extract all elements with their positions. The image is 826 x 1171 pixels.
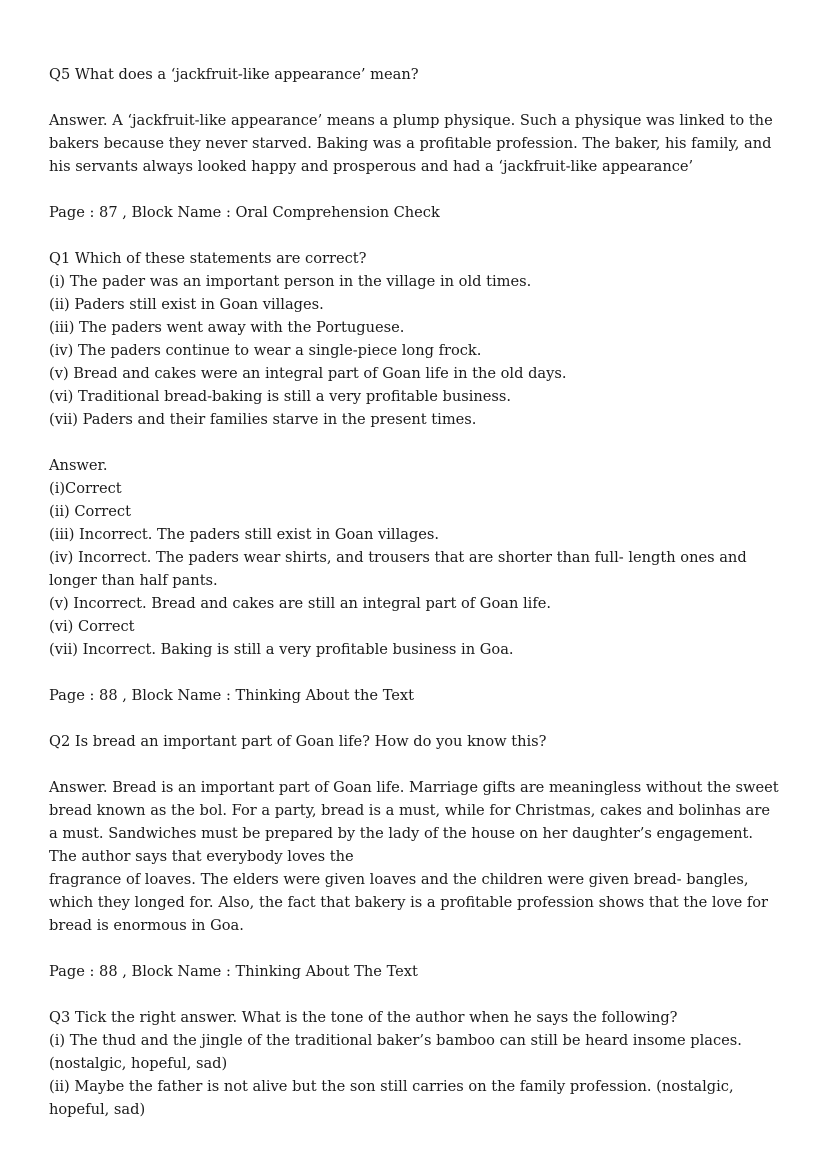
q1-statement: (vi) Traditional bread-baking is still a very profitable business. bbox=[49, 388, 512, 405]
q1-block bbox=[49, 247, 779, 431]
q1-answer: (iii) Incorrect. The paders still exist in Goan villages. bbox=[49, 526, 440, 543]
q1-answers bbox=[49, 454, 779, 661]
q2-answer-part2: fragrance of loaves. The elders were given loaves and the children were given bread- bangles, which they longed for. Also, the fact that bakery is a profitable profession shows that the love for bread is enormous in Goa. bbox=[49, 871, 769, 934]
q2-question: Q2 Is bread an important part of Goan life? How do you know this? bbox=[49, 733, 547, 750]
q3-question: Q3 Tick the right answer. What is the tone of the author when he says the following? bbox=[49, 1009, 678, 1026]
q1-statement: (v) Bread and cakes were an integral part of Goan life in the old days. bbox=[49, 365, 567, 382]
q1-statement: (vii) Paders and their families starve in the present times. bbox=[49, 411, 477, 428]
q1-answer: (vii) Incorrect. Baking is still a very profitable business in Goa. bbox=[49, 641, 514, 658]
q1-answer: (vi) Correct bbox=[49, 618, 135, 635]
block3-header: Page : 88 , Block Name : Thinking About The Text bbox=[49, 963, 418, 980]
q2-answer bbox=[49, 776, 779, 937]
document-page bbox=[49, 63, 779, 1144]
q1-statement: (i) The pader was an important person in the village in old times. bbox=[49, 273, 532, 290]
q3-item: (ii) Maybe the father is not alive but the son still carries on the family profession. (nostalgic, hopeful, sad) bbox=[49, 1078, 734, 1118]
q5-question: Q5 What does a ‘jackfruit-like appearance’ mean? bbox=[49, 66, 419, 83]
q1-answer: (ii) Correct bbox=[49, 503, 131, 520]
q1-answer: (i)Correct bbox=[49, 480, 122, 497]
q2-answer-part1: Answer. Bread is an important part of Goan life. Marriage gifts are meaningless without the sweet bread known as the bol. For a party, bread is a must, while for Christmas, cakes and bolinhas are a must. Sandwiches must be prepared by the lady of the house on her daughter’s engagement. The author says that everybody loves the bbox=[49, 779, 779, 865]
q1-statement: (iv) The paders continue to wear a single-piece long frock. bbox=[49, 342, 482, 359]
q1-statement: (iii) The paders went away with the Portuguese. bbox=[49, 319, 405, 336]
q1-answer: (iv) Incorrect. The paders wear shirts, and trousers that are shorter than full- length ones and longer than half pants. bbox=[49, 549, 747, 589]
q3-item: (i) The thud and the jingle of the traditional baker’s bamboo can still be heard insome places. (nostalgic, hopeful, sad) bbox=[49, 1032, 742, 1072]
q3-block bbox=[49, 1006, 779, 1121]
q5-answer: Answer. A ‘jackfruit-like appearance’ means a plump physique. Such a physique was linked to the bakers because they never starved. Baking was a profitable profession. The baker, his family, and his servants always looked happy and prosperous and had a ‘jackfruit-like appearance’ bbox=[49, 112, 773, 175]
block1-header: Page : 87 , Block Name : Oral Comprehension Check bbox=[49, 204, 440, 221]
q1-question: Q1 Which of these statements are correct? bbox=[49, 250, 367, 267]
q1-answer: (v) Incorrect. Bread and cakes are still an integral part of Goan life. bbox=[49, 595, 552, 612]
q1-statement: (ii) Paders still exist in Goan villages. bbox=[49, 296, 324, 313]
q1-answer-label: Answer. bbox=[49, 457, 108, 474]
block2-header: Page : 88 , Block Name : Thinking About the Text bbox=[49, 687, 415, 704]
